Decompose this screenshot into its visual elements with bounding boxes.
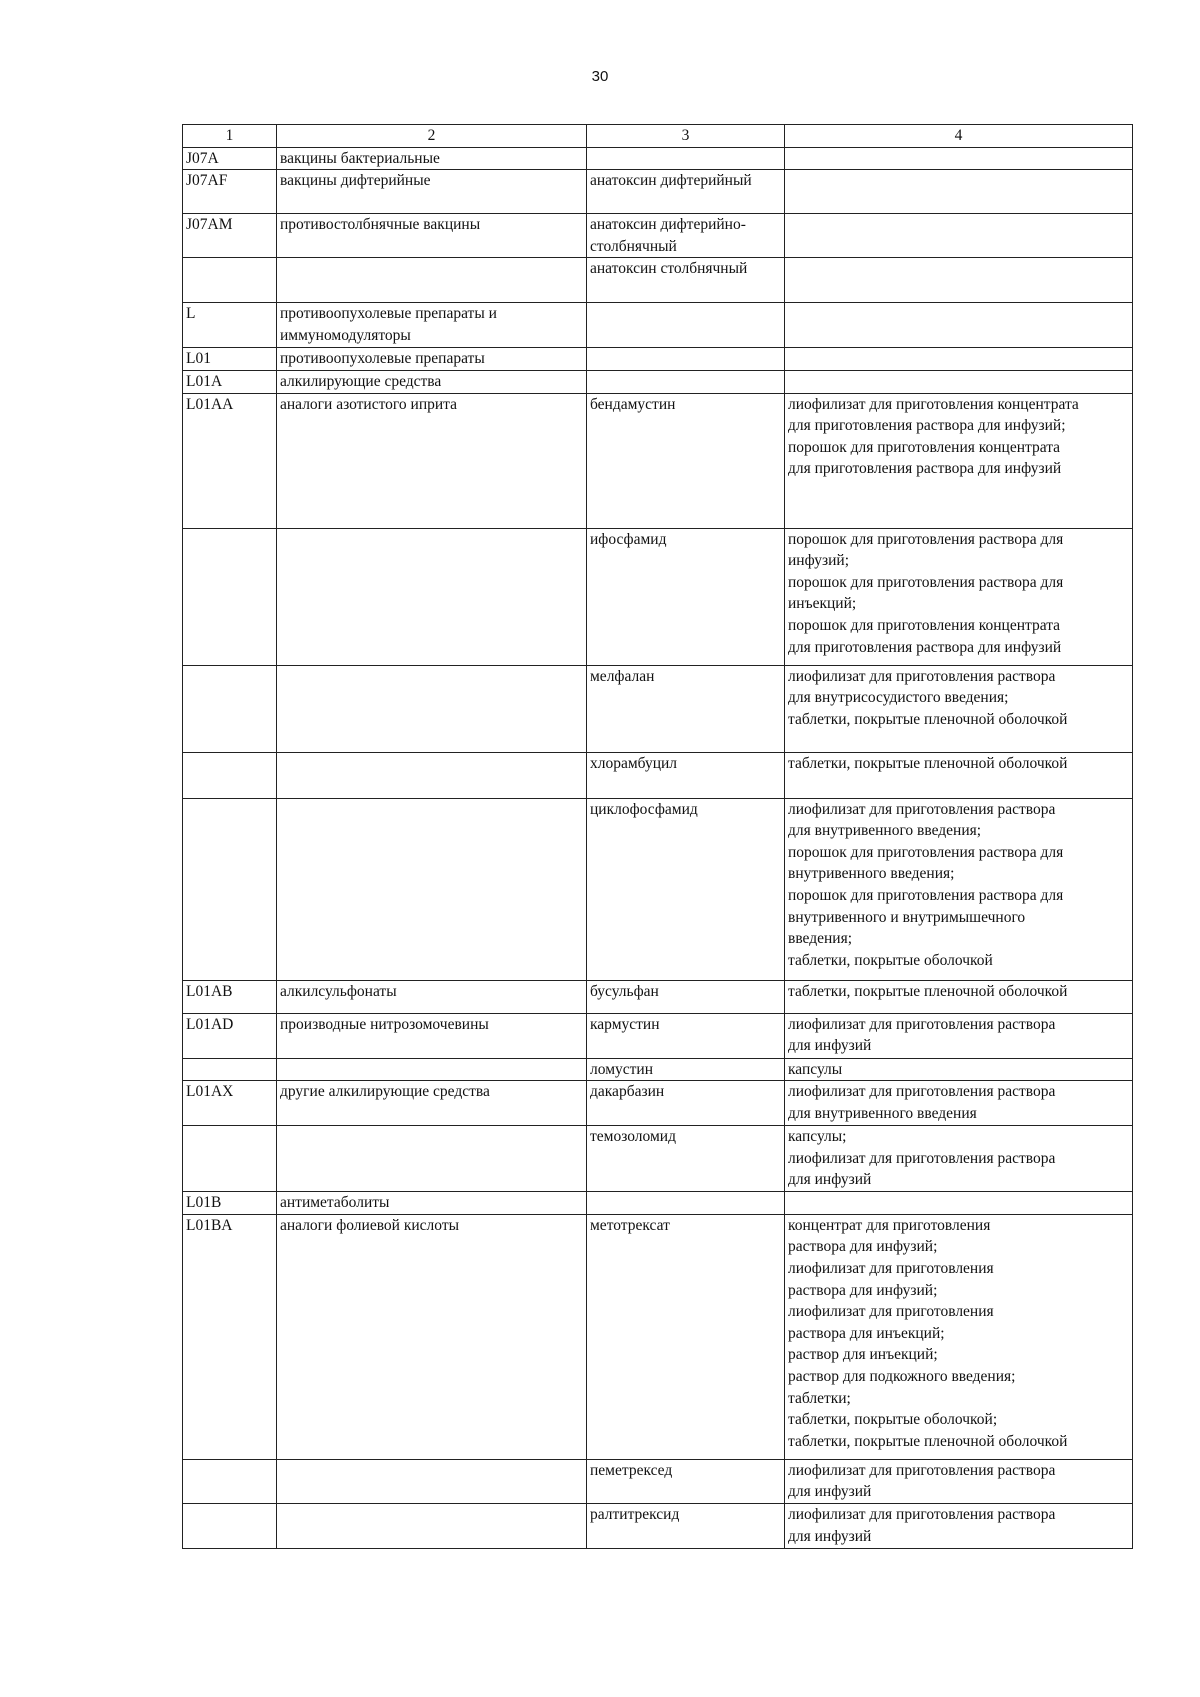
drug-name-cell [587,1192,785,1215]
drug-name-cell: дакарбазин [587,1081,785,1126]
drug-name-cell [587,370,785,393]
dosage-form-line: лиофилизат для приготовления раствора [788,667,1056,685]
atc-code-cell [183,1126,277,1192]
atc-code-cell [183,1058,277,1081]
dosage-forms-cell [785,1503,1133,1548]
dosage-form-line: порошок для приготовления концентрата [788,616,1061,634]
column-header-3: 3 [587,125,785,148]
drug-table [182,124,1133,1549]
atc-code-cell: J07A [183,147,277,170]
atc-group-cell [277,1058,587,1081]
drug-name-cell: ломустин [587,1058,785,1081]
atc-code-cell: J07AF [183,170,277,214]
atc-group-cell [277,752,587,798]
drug-name-cell: анатоксин дифтерийно-столбнячный [587,214,785,258]
dosage-form-line: порошок для приготовления раствора для [788,886,1064,904]
dosage-form-line: раствор для подкожного введения; [788,1367,1016,1385]
table-row [183,1058,1133,1081]
dosage-form-line: капсулы [788,1060,843,1078]
dosage-form-line: для приготовления раствора для инфузий [788,460,1062,478]
atc-code-cell [183,665,277,752]
dosage-form-line: таблетки; [788,1389,851,1407]
table-row [183,1013,1133,1058]
table-row [183,147,1133,170]
drug-name-cell [587,147,785,170]
dosage-form-line: лиофилизат для приготовления [788,1303,994,1321]
dosage-forms-cell [785,214,1133,258]
dosage-form-line: введения; [788,930,853,948]
dosage-form-line: для инфузий [788,1527,872,1545]
table-row [183,214,1133,258]
dosage-form-line: концентрат для приготовления [788,1216,991,1234]
atc-group-cell [277,258,587,303]
drug-name-cell: бендамустин [587,393,785,528]
dosage-forms-cell [785,370,1133,393]
atc-group-cell [277,665,587,752]
atc-code-cell: L01A [183,370,277,393]
dosage-form-line: для внутривенного введения; [788,822,982,840]
dosage-forms-cell [785,528,1133,665]
table-body [183,147,1133,1548]
table-row [183,370,1133,393]
dosage-forms-cell [785,170,1133,214]
table-row [183,980,1133,1013]
dosage-form-line: лиофилизат для приготовления раствора [788,1083,1056,1101]
table-row [183,1503,1133,1548]
dosage-form-line: для приготовления раствора для инфузий; [788,417,1066,435]
drug-name-cell: ралтитрексид [587,1503,785,1548]
table-row [183,1459,1133,1503]
table-row [183,1214,1133,1459]
dosage-form-line: лиофилизат для приготовления раствора [788,1461,1056,1479]
dosage-form-line: лиофилизат для приготовления раствора [788,1015,1056,1033]
dosage-forms-cell [785,393,1133,528]
dosage-form-line: капсулы; [788,1128,847,1146]
dosage-form-line: для внутривенного введения [788,1104,977,1122]
dosage-form-line: для инфузий [788,1037,872,1055]
dosage-form-line: раствора для инфузий; [788,1238,938,1256]
atc-group-cell: производные нитрозомочевины [277,1013,587,1058]
dosage-form-line: таблетки, покрытые пленочной оболочкой [788,1432,1068,1450]
atc-code-cell [183,1503,277,1548]
drug-name-cell: анатоксин столбнячный [587,258,785,303]
atc-code-cell: J07AM [183,214,277,258]
atc-group-cell: противоопухолевые препараты [277,348,587,371]
dosage-form-line: внутривенного введения; [788,865,955,883]
drug-name-cell: пеметрексед [587,1459,785,1503]
drug-name-cell: темозоломид [587,1126,785,1192]
atc-code-cell: L01AX [183,1081,277,1126]
atc-group-cell: вакцины бактериальные [277,147,587,170]
dosage-forms-cell [785,798,1133,980]
dosage-forms-cell [785,1214,1133,1459]
atc-group-cell [277,528,587,665]
atc-group-cell: антиметаболиты [277,1192,587,1215]
atc-code-cell [183,1459,277,1503]
drug-name-cell: бусульфан [587,980,785,1013]
dosage-form-line: лиофилизат для приготовления раствора [788,1505,1056,1523]
dosage-form-line: раствора для инъекций; [788,1324,945,1342]
dosage-forms-cell [785,752,1133,798]
atc-code-cell: L01BA [183,1214,277,1459]
atc-group-cell: другие алкилирующие средства [277,1081,587,1126]
atc-group-cell: аналоги фолиевой кислоты [277,1214,587,1459]
dosage-form-line: инъекций; [788,595,857,613]
atc-group-cell [277,1503,587,1548]
atc-group-cell [277,1126,587,1192]
dosage-form-line: раствор для инъекций; [788,1346,938,1364]
drug-name-cell: метотрексат [587,1214,785,1459]
dosage-form-line: порошок для приготовления раствора для [788,530,1064,548]
atc-group-cell: противоопухолевые препараты и иммуномодуляторы [277,303,587,348]
table-header-row [183,125,1133,148]
dosage-form-line: раствора для инфузий; [788,1281,938,1299]
table-row [183,528,1133,665]
atc-code-cell: L [183,303,277,348]
atc-group-cell: алкилирующие средства [277,370,587,393]
atc-code-cell: L01B [183,1192,277,1215]
dosage-form-line: порошок для приготовления концентрата [788,438,1061,456]
drug-name-cell: анатоксин дифтерийный [587,170,785,214]
drug-name-cell: мелфалан [587,665,785,752]
table-row [183,1192,1133,1215]
table-row [183,348,1133,371]
drug-name-cell: циклофосфамид [587,798,785,980]
dosage-form-line: лиофилизат для приготовления концентрата [788,395,1079,413]
dosage-forms-cell [785,258,1133,303]
drug-name-cell [587,303,785,348]
atc-group-cell [277,798,587,980]
table-row [183,1126,1133,1192]
dosage-forms-cell [785,1058,1133,1081]
dosage-form-line: для приготовления раствора для инфузий [788,638,1062,656]
dosage-form-line: таблетки, покрытые оболочкой [788,951,993,969]
table-row [183,170,1133,214]
dosage-forms-cell [785,147,1133,170]
column-header-1: 1 [183,125,277,148]
atc-code-cell [183,798,277,980]
atc-group-cell: аналоги азотистого иприта [277,393,587,528]
dosage-forms-cell [785,303,1133,348]
dosage-forms-cell [785,348,1133,371]
dosage-form-line: таблетки, покрытые оболочкой; [788,1411,998,1429]
dosage-form-line: порошок для приготовления раствора для [788,843,1064,861]
dosage-forms-cell [785,1459,1133,1503]
dosage-form-line: для инфузий [788,1483,872,1501]
atc-group-cell: противостолбнячные вакцины [277,214,587,258]
table-row [183,1081,1133,1126]
drug-name-cell [587,348,785,371]
page-number: 30 [591,68,609,85]
dosage-forms-cell [785,665,1133,752]
atc-code-cell [183,258,277,303]
atc-code-cell [183,752,277,798]
dosage-forms-cell [785,1013,1133,1058]
dosage-forms-cell [785,1081,1133,1126]
dosage-form-line: лиофилизат для приготовления раствора [788,800,1056,818]
dosage-form-line: порошок для приготовления раствора для [788,573,1064,591]
drug-name-cell: кармустин [587,1013,785,1058]
dosage-forms-cell [785,1126,1133,1192]
table-row [183,752,1133,798]
dosage-form-line: лиофилизат для приготовления [788,1259,994,1277]
table-row [183,665,1133,752]
dosage-form-line: таблетки, покрытые пленочной оболочкой [788,754,1068,772]
atc-code-cell: L01AA [183,393,277,528]
atc-code-cell: L01AB [183,980,277,1013]
dosage-form-line: таблетки, покрытые пленочной оболочкой [788,982,1068,1000]
atc-group-cell: алкилсульфонаты [277,980,587,1013]
dosage-form-line: лиофилизат для приготовления раствора [788,1149,1056,1167]
dosage-forms-cell [785,1192,1133,1215]
dosage-forms-cell [785,980,1133,1013]
column-header-4: 4 [785,125,1133,148]
drug-name-cell: хлорамбуцил [587,752,785,798]
table-row [183,393,1133,528]
table-row [183,303,1133,348]
atc-group-cell: вакцины дифтерийные [277,170,587,214]
drug-name-cell: ифосфамид [587,528,785,665]
column-header-2: 2 [277,125,587,148]
atc-code-cell: L01 [183,348,277,371]
atc-code-cell: L01AD [183,1013,277,1058]
atc-group-cell [277,1459,587,1503]
atc-code-cell [183,528,277,665]
table-row [183,258,1133,303]
dosage-form-line: инфузий; [788,552,850,570]
dosage-form-line: для инфузий [788,1171,872,1189]
dosage-form-line: внутривенного и внутримышечного [788,908,1026,926]
dosage-form-line: для внутрисосудистого введения; [788,689,1009,707]
table-row [183,798,1133,980]
dosage-form-line: таблетки, покрытые пленочной оболочкой [788,710,1068,728]
